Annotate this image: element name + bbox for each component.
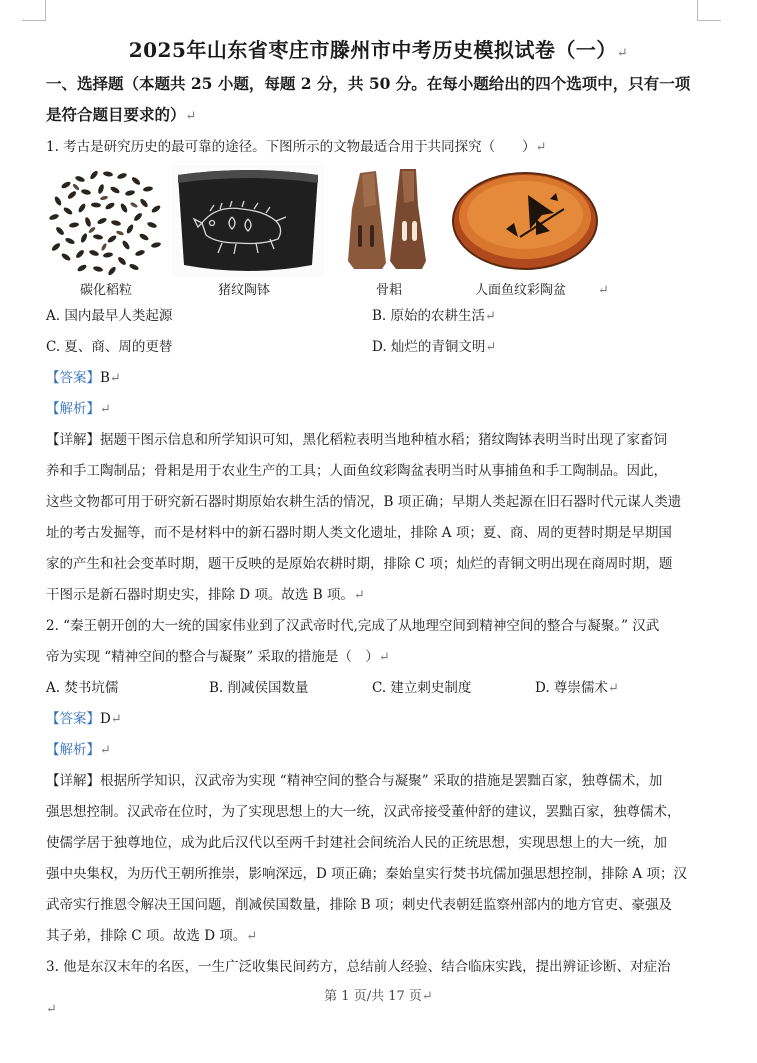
figure-caption: 猪纹陶钵: [218, 282, 271, 297]
paragraph-mark: ↵: [485, 340, 497, 355]
option-d: [372, 332, 698, 363]
crop-mark: [22, 20, 46, 21]
detail-line: [46, 487, 698, 518]
paragraph-mark: ↵: [607, 681, 619, 696]
bone-spade-image: [342, 165, 442, 277]
answer-tag: 【答案】: [46, 370, 100, 386]
question-text: 2. “秦王朝开创的大一统的国家伟业到了汉武帝时代,完成了从地理空间到精神空间的整合与凝聚。” 汉武: [46, 618, 660, 634]
option-b: [209, 673, 372, 704]
paragraph-mark: ↵: [535, 140, 547, 155]
option-c: [372, 673, 535, 704]
analysis-tag: 【解析】: [46, 401, 100, 417]
figure-caption: 骨耜: [376, 282, 403, 297]
detail-line: [46, 456, 698, 487]
paragraph-mark: ↵: [110, 712, 122, 727]
detail-line: [46, 828, 698, 859]
paragraph-mark: ↵: [100, 402, 111, 417]
question-1-options-row: [46, 332, 698, 363]
detail-text: 这些文物都可用于研究新石器时期原始农耕生活的情况，B 项正确；早期人类起源在旧石器时代元谋人类遗: [46, 494, 682, 510]
page-title-text: 2025年山东省枣庄市滕州市中考历史模拟试卷（一）: [128, 38, 617, 62]
paragraph-mark: ↵: [378, 650, 390, 665]
option-a: [46, 301, 372, 332]
option-text: B. 削减侯国数量: [209, 680, 309, 696]
detail-text: 养和手工陶制品；骨耜是用于农业生产的工具；人面鱼纹彩陶盆表明当时从事捕鱼和手工陶制品。因此，: [46, 463, 667, 479]
section-heading: [46, 68, 698, 132]
paragraph-mark: ↵: [100, 743, 111, 758]
paragraph-mark: ↵: [421, 989, 433, 1004]
answer-line: [46, 704, 698, 735]
detail-line: [46, 549, 698, 580]
option-a: [46, 673, 209, 704]
figure-caption: 碳化稻粒: [80, 282, 133, 297]
crop-mark: [697, 20, 721, 21]
human-face-fish-pottery-basin-image: [450, 165, 600, 277]
question-3-stem: [46, 952, 698, 983]
detail-tag: 【详解】: [46, 773, 100, 789]
detail-text: 强思想控制。汉武帝在位时，为了实现思想上的大一统，汉武帝接受董仲舒的建议，罢黜百家，独尊儒术，: [46, 804, 681, 820]
paragraph-mark: ↵: [46, 1002, 57, 1017]
detail-text: 址的考古发掘等，而不是材料中的新石器时期人类文化遗址，排除 A 项；夏、商、周的更替时期是早期国: [46, 525, 672, 541]
answer-line: [46, 363, 698, 394]
crop-mark: [697, 0, 698, 20]
paragraph-mark: ↵: [485, 309, 496, 324]
option-text: A. 国内最早人类起源: [46, 308, 173, 324]
option-c: [46, 332, 372, 363]
question-text: 1. 考古是研究历史的最可靠的途径。下图所示的文物最适合用于共同探究（ ）: [46, 139, 536, 155]
option-d: [535, 673, 698, 704]
section-heading-line: 一、选择题（本题共 25 小题，每题 2 分，共 50 分。在每小题给出的四个选项中，只有一项: [46, 74, 691, 93]
detail-line: [46, 797, 698, 828]
detail-text: 使儒学居于独尊地位，成为此后汉代以至两千封建社会间统治人民的正统思想，实现思想上的大一统，加: [46, 835, 667, 851]
question-2-stem: [46, 611, 698, 642]
option-text: B. 原始的农耕生活: [372, 308, 486, 324]
option-text: A. 焚书坑儒: [46, 680, 119, 696]
detail-line: [46, 518, 698, 549]
option-text: D. 灿烂的青铜文明: [372, 339, 486, 355]
question-1-options-row: [46, 301, 698, 332]
rice-grains-image: [46, 165, 166, 277]
answer-value: B: [100, 370, 110, 386]
answer-tag: 【答案】: [46, 711, 100, 727]
detail-text: 家的产生和社会变革时期，题干反映的是原始农耕时期，排除 C 项；灿烂的青铜文明出现在商周时期，题: [46, 556, 673, 572]
question-1-stem: [46, 132, 698, 163]
option-text: C. 夏、商、周的更替: [46, 339, 173, 355]
pig-pattern-pottery-bowl-image: [172, 165, 324, 277]
crop-mark: [45, 0, 46, 20]
detail-text: 武帝实行推恩令解决王国问题，削减侯国数量，排除 B 项；刺史代表朝廷监察州部内的地方官吏、豪强及: [46, 897, 673, 913]
question-text: 3. 他是东汉末年的名医，一生广泛收集民间药方，总结前人经验、结合临床实践，提出辨证诊断、对症治: [46, 959, 671, 975]
detail-text: 强中央集权，为历代王朝所推崇，影响深远，D 项正确；秦始皇实行焚书坑儒加强思想控制，排除 A 项；汉: [46, 866, 687, 882]
detail-line: [46, 766, 698, 797]
detail-line: [46, 580, 698, 611]
detail-text: 据题干图示信息和所学知识可知，黑化稻粒表明当地种植水稻；猪纹陶钵表明当时出现了家畜饲: [100, 432, 667, 448]
question-2-options-row: [46, 673, 698, 704]
page-title: [0, 34, 757, 63]
analysis-line: [46, 735, 698, 766]
figure-caption: 人面鱼纹彩陶盆: [475, 282, 567, 297]
detail-tag: 【详解】: [46, 432, 100, 448]
paragraph-mark: ↵: [185, 109, 197, 124]
page-footer: [0, 985, 757, 1004]
detail-text: 其子弟，排除 C 项。故选 D 项。: [46, 928, 247, 944]
analysis-tag: 【解析】: [46, 742, 100, 758]
page-number: 第 1 页/共 17 页: [324, 989, 422, 1004]
paragraph-mark: ↵: [246, 929, 258, 944]
question-text: 帝为实现 “精神空间的整合与凝聚” 采取的措施是（ ）: [46, 649, 379, 665]
answer-value: D: [100, 711, 111, 727]
document-body: [46, 68, 698, 983]
paragraph-mark: ↵: [616, 46, 629, 61]
detail-block: [46, 425, 698, 611]
detail-line: [46, 921, 698, 952]
detail-line: [46, 859, 698, 890]
detail-line: [46, 890, 698, 921]
detail-block: [46, 766, 698, 952]
detail-text: 干图示是新石器时期史实，排除 D 项。故选 B 项。: [46, 587, 354, 603]
question-1-figures: [46, 165, 698, 301]
analysis-line: [46, 394, 698, 425]
option-text: D. 尊崇儒术: [535, 680, 608, 696]
detail-text: 根据所学知识，汉武帝为实现 “精神空间的整合与凝聚” 采取的措施是罢黜百家，独尊儒术，加: [100, 773, 663, 789]
detail-line: [46, 425, 698, 456]
paragraph-mark: ↵: [109, 371, 121, 386]
option-text: C. 建立刺史制度: [372, 680, 472, 696]
section-heading-line: 是符合题目要求的）: [46, 105, 186, 124]
paragraph-mark: ↵: [598, 283, 609, 298]
question-2-stem: [46, 642, 698, 673]
option-b: [372, 301, 698, 332]
paragraph-mark: ↵: [353, 588, 365, 603]
